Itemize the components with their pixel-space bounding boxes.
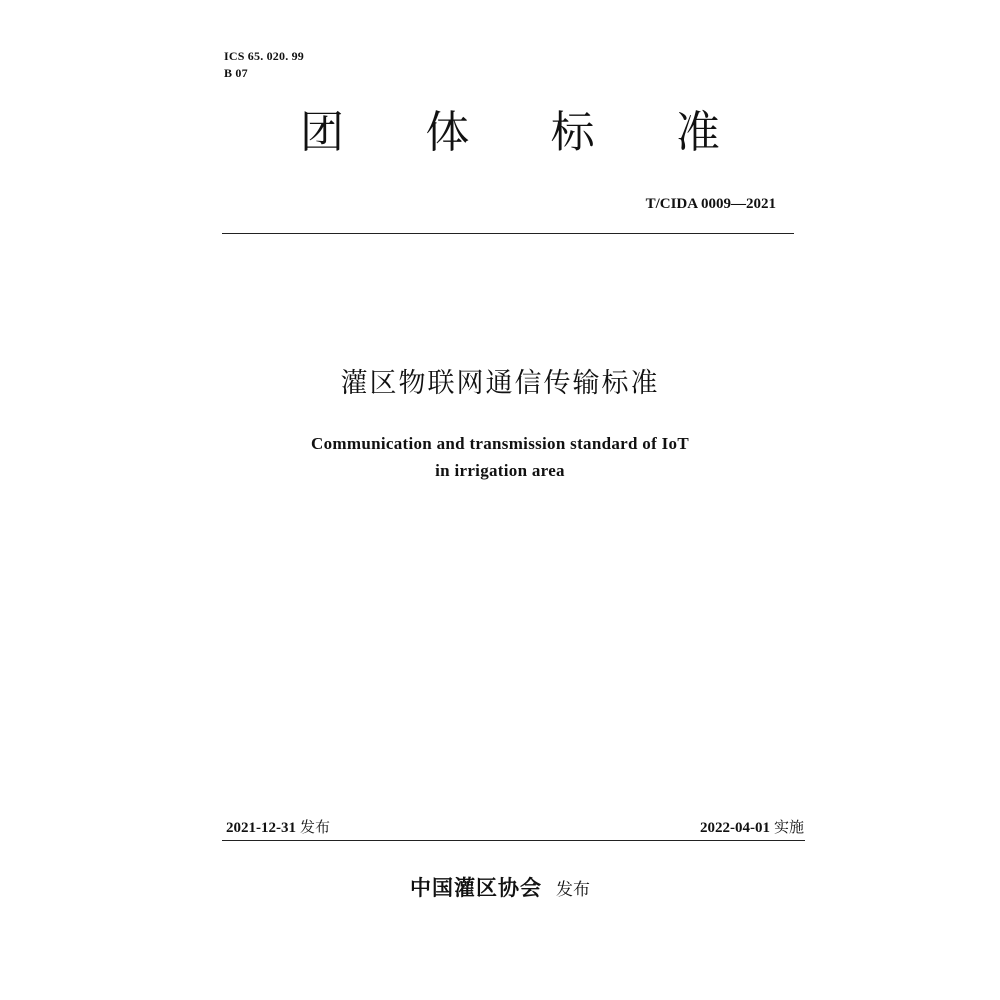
standard-number: T/CIDA 0009—2021 [645,196,776,212]
implement-date: 2022-04-01 [699,820,770,836]
ccs-code: B 07 [224,66,248,80]
classification-codes [224,48,304,82]
title-english [0,430,1000,484]
standard-type-char: 准 [675,107,720,158]
publisher-action: 发布 [556,880,590,900]
issue-label: 发布 [300,818,331,836]
publisher-name: 中国灌区协会 [410,876,542,900]
publisher-line [0,872,1000,902]
implement-label: 实施 [773,818,804,836]
ics-code: ICS 65. 020. 99 [224,49,305,63]
standard-type-char: 团 [300,107,344,158]
title-english-line1: Communication and transmission standard of IoT [311,434,689,453]
standard-type-char: 体 [425,107,470,158]
title-chinese: 灌区物联网通信传输标准 [340,368,660,399]
standard-type-heading [300,108,720,158]
standard-type-char: 标 [550,107,595,158]
top-divider [222,233,794,234]
issue-date: 2021-12-31 [226,820,296,836]
issue-date-block [226,816,330,837]
bottom-divider [222,840,805,841]
title-english-line2: in irrigation area [435,461,565,480]
implement-date-block [700,816,804,837]
